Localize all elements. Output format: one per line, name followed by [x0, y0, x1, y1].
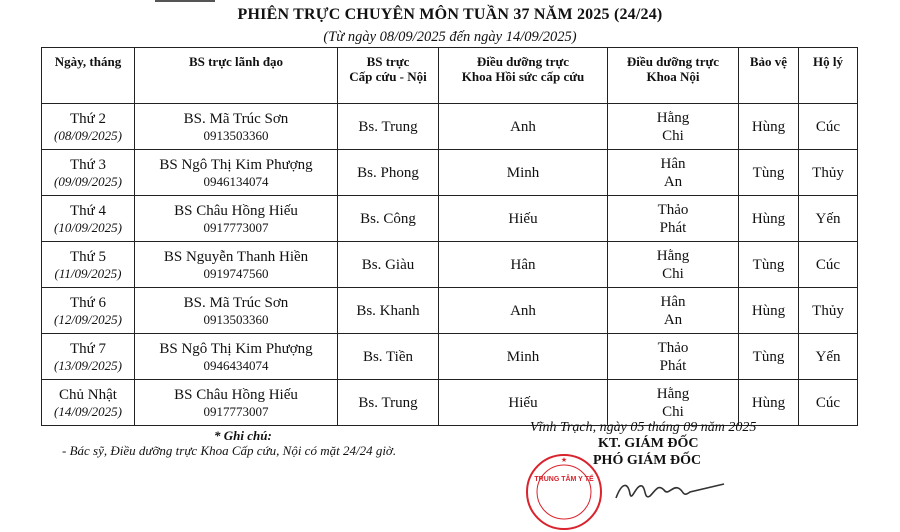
- internal-nurse-2: An: [663, 173, 683, 190]
- internal-nurse-1: Hân: [660, 155, 686, 172]
- day-cell: [42, 380, 135, 426]
- internal-nurse-2: Chi: [662, 403, 684, 420]
- table-row: [42, 288, 858, 334]
- icu-nurse-cell: Minh: [439, 334, 608, 380]
- table-row: [42, 104, 858, 150]
- handwritten-signature: [612, 476, 732, 506]
- header-icu-line2: Khoa Hồi sức cấp cứu: [461, 69, 585, 84]
- day-name: Thứ 5: [69, 249, 107, 265]
- header-er-line2: Cấp cứu - Nội: [349, 69, 427, 84]
- day-date: (11/09/2025): [54, 266, 122, 281]
- leader-cell: [135, 380, 338, 426]
- icu-nurse-cell: Anh: [439, 104, 608, 150]
- leader-name: BS. Mã Trúc Sơn: [183, 295, 289, 311]
- day-name: Thứ 4: [69, 203, 107, 219]
- orderly-cell: Thủy: [799, 150, 858, 196]
- leader-name: BS Ngô Thị Kim Phượng: [159, 157, 313, 173]
- internal-nurse-1: Hằng: [656, 385, 690, 402]
- leader-name: BS Nguyễn Thanh Hiền: [163, 249, 309, 265]
- er-doctor-cell: Bs. Trung: [338, 380, 439, 426]
- leader-cell: [135, 334, 338, 380]
- header-internal-line1: Điều dưỡng trực: [626, 54, 720, 69]
- day-date: (08/09/2025): [54, 128, 122, 143]
- internal-nurse-1: Hân: [660, 293, 686, 310]
- day-cell: [42, 288, 135, 334]
- icu-nurse-cell: Hân: [439, 242, 608, 288]
- day-date: (13/09/2025): [54, 358, 122, 373]
- table-row: [42, 334, 858, 380]
- icu-nurse-cell: Minh: [439, 150, 608, 196]
- leader-name: BS Châu Hồng Hiếu: [174, 387, 298, 403]
- leader-name: BS. Mã Trúc Sơn: [183, 111, 289, 127]
- leader-phone: 0946434074: [203, 358, 269, 373]
- leader-cell: [135, 104, 338, 150]
- table-row: [42, 242, 858, 288]
- official-stamp: [524, 452, 604, 532]
- header-er-doctor: [338, 48, 439, 104]
- internal-nurse-cell: [608, 288, 739, 334]
- day-name: Thứ 3: [69, 157, 107, 173]
- day-date: (12/09/2025): [54, 312, 122, 327]
- er-doctor-cell: Bs. Giàu: [338, 242, 439, 288]
- header-icu-nurse: [439, 48, 608, 104]
- table-header-row: [42, 48, 858, 104]
- internal-nurse-2: Phát: [659, 219, 687, 236]
- signer-title: PHÓ GIÁM ĐỐC: [593, 453, 702, 468]
- internal-nurse-cell: [608, 380, 739, 426]
- day-cell: [42, 150, 135, 196]
- table-row: [42, 150, 858, 196]
- day-name: Thứ 2: [69, 111, 107, 127]
- internal-nurse-cell: [608, 334, 739, 380]
- header-guard: Bảo vệ: [739, 48, 799, 104]
- roster-body: [42, 104, 858, 426]
- orderly-cell: Yến: [799, 334, 858, 380]
- orderly-cell: Yến: [799, 196, 858, 242]
- internal-nurse-cell: [608, 104, 739, 150]
- page-title: PHIÊN TRỰC CHUYÊN MÔN TUẦN 37 NĂM 2025 (24/24): [237, 6, 663, 23]
- er-doctor-cell: Bs. Công: [338, 196, 439, 242]
- leader-phone: 0919747560: [203, 266, 269, 281]
- internal-nurse-1: Thảo: [657, 339, 689, 356]
- header-internal-line2: Khoa Nội: [646, 69, 700, 84]
- internal-nurse-1: Hằng: [656, 109, 690, 126]
- internal-nurse-2: Chi: [662, 265, 684, 282]
- er-doctor-cell: Bs. Khanh: [338, 288, 439, 334]
- day-cell: [42, 196, 135, 242]
- icu-nurse-cell: Hiếu: [439, 380, 608, 426]
- leader-phone: 0946134074: [203, 174, 269, 189]
- leader-cell: [135, 196, 338, 242]
- internal-nurse-cell: [608, 150, 739, 196]
- day-name: Thứ 6: [69, 295, 107, 311]
- note-title: * Ghi chú:: [214, 428, 272, 443]
- table-row: [42, 196, 858, 242]
- internal-nurse-1: Hằng: [656, 247, 690, 264]
- svg-text:★: ★: [560, 456, 568, 464]
- day-cell: [42, 334, 135, 380]
- day-date: (14/09/2025): [54, 404, 122, 419]
- orderly-cell: Cúc: [799, 242, 858, 288]
- internal-nurse-cell: [608, 242, 739, 288]
- internal-nurse-2: Phát: [659, 357, 687, 374]
- leader-name: BS Ngô Thị Kim Phượng: [159, 341, 313, 357]
- guard-cell: Hùng: [739, 104, 799, 150]
- duty-roster-table: [41, 47, 858, 426]
- day-cell: [42, 242, 135, 288]
- header-internal-nurse: [608, 48, 739, 104]
- guard-cell: Tùng: [739, 334, 799, 380]
- internal-nurse-1: Thảo: [657, 201, 689, 218]
- leader-phone: 0917773007: [203, 404, 269, 419]
- note-text: - Bác sỹ, Điều dưỡng trực Khoa Cấp cứu, Nội có mặt 24/24 giờ.: [62, 443, 397, 458]
- internal-nurse-cell: [608, 196, 739, 242]
- signer-kt-title: KT. GIÁM ĐỐC: [598, 436, 699, 451]
- leader-cell: [135, 288, 338, 334]
- icu-nurse-cell: Anh: [439, 288, 608, 334]
- day-name: Chủ Nhật: [59, 387, 117, 403]
- leader-cell: [135, 242, 338, 288]
- orderly-cell: Cúc: [799, 104, 858, 150]
- day-cell: [42, 104, 135, 150]
- guard-cell: Hùng: [739, 380, 799, 426]
- leader-name: BS Châu Hồng Hiếu: [174, 203, 298, 219]
- svg-text:TRUNG TÂM Y TẾ: TRUNG TÂM Y TẾ: [534, 476, 594, 483]
- guard-cell: Tùng: [739, 150, 799, 196]
- leader-phone: 0913503360: [203, 128, 269, 143]
- guard-cell: Tùng: [739, 242, 799, 288]
- day-date: (09/09/2025): [54, 174, 122, 189]
- internal-nurse-2: Chi: [662, 127, 684, 144]
- day-date: (10/09/2025): [54, 220, 122, 235]
- guard-cell: Hùng: [739, 288, 799, 334]
- er-doctor-cell: Bs. Phong: [338, 150, 439, 196]
- leader-phone: 0917773007: [203, 220, 269, 235]
- icu-nurse-cell: Hiếu: [439, 196, 608, 242]
- orderly-cell: Thủy: [799, 288, 858, 334]
- top-edge-mark: [155, 0, 215, 2]
- header-orderly: Hộ lý: [799, 48, 858, 104]
- header-leader: BS trực lãnh đạo: [135, 48, 338, 104]
- leader-phone: 0913503360: [203, 312, 269, 327]
- page-subtitle: (Từ ngày 08/09/2025 đến ngày 14/09/2025): [323, 29, 577, 45]
- er-doctor-cell: Bs. Tiền: [338, 334, 439, 380]
- internal-nurse-2: An: [663, 311, 683, 328]
- guard-cell: Hùng: [739, 196, 799, 242]
- day-name: Thứ 7: [69, 341, 107, 357]
- er-doctor-cell: Bs. Trung: [338, 104, 439, 150]
- leader-cell: [135, 150, 338, 196]
- header-er-line1: BS trực: [366, 54, 410, 69]
- orderly-cell: Cúc: [799, 380, 858, 426]
- header-icu-line1: Điều dưỡng trực: [476, 54, 570, 69]
- table-row: [42, 380, 858, 426]
- header-day: Ngày, tháng: [42, 48, 135, 104]
- signing-date: Vĩnh Trạch, ngày 05 tháng 09 năm 2025: [530, 420, 757, 435]
